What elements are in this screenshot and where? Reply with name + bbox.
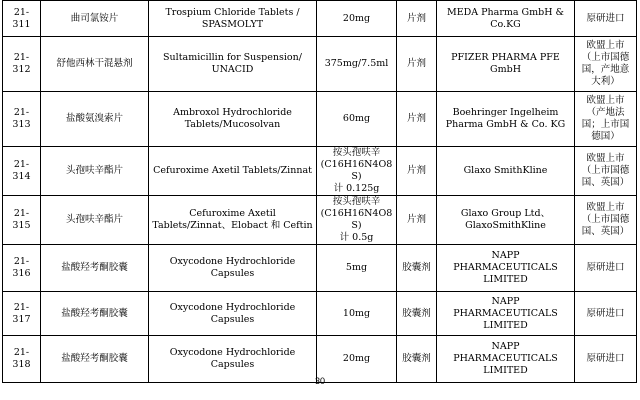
chinese-drug-name: 曲司氯铵片 (41, 1, 149, 37)
specification: 10mg (317, 292, 397, 336)
table-row (3, 37, 637, 92)
english-drug-name: Oxycodone Hydrochloride Capsules (149, 245, 317, 292)
remark: 原研进口 (575, 245, 637, 292)
manufacturer: PFIZER PHARMA PFE GmbH (437, 37, 575, 92)
english-drug-name: Oxycodone Hydrochloride Capsules (149, 336, 317, 383)
manufacturer: MEDA Pharma GmbH & Co.KG (437, 1, 575, 37)
manufacturer: Glaxo Group Ltd、 GlaxoSmithKline (437, 196, 575, 245)
page-number: 30 (314, 376, 325, 386)
specification: 按头孢呋辛 (C16H16N4O8S) 计 0.125g (317, 147, 397, 196)
serial-number: 21-317 (3, 292, 41, 336)
table-row (3, 292, 637, 336)
serial-number: 21-312 (3, 37, 41, 92)
dosage-form: 胶囊剂 (397, 245, 437, 292)
manufacturer: NAPP PHARMACEUTICALS LIMITED (437, 336, 575, 383)
serial-number: 21-313 (3, 92, 41, 147)
table-row (3, 196, 637, 245)
english-drug-name: Trospium Chloride Tablets / SPASMOLYT (149, 1, 317, 37)
table-row (3, 92, 637, 147)
dosage-form: 片剂 (397, 147, 437, 196)
dosage-form: 片剂 (397, 37, 437, 92)
english-drug-name: Cefuroxime Axetil Tablets/Zinnat、Elobact 和 Ceftin (149, 196, 317, 245)
manufacturer: NAPP PHARMACEUTICALS LIMITED (437, 292, 575, 336)
specification: 20mg (317, 336, 397, 383)
serial-number: 21-318 (3, 336, 41, 383)
manufacturer: Boehringer Ingelheim Pharma GmbH & Co. KG (437, 92, 575, 147)
dosage-form: 片剂 (397, 196, 437, 245)
chinese-drug-name: 盐酸氨溴索片 (41, 92, 149, 147)
serial-number: 21-315 (3, 196, 41, 245)
remark: 原研进口 (575, 1, 637, 37)
table-row (3, 1, 637, 37)
remark: 原研进口 (575, 336, 637, 383)
dosage-form: 片剂 (397, 1, 437, 37)
english-drug-name: Oxycodone Hydrochloride Capsules (149, 292, 317, 336)
serial-number: 21-316 (3, 245, 41, 292)
dosage-form: 片剂 (397, 92, 437, 147)
dosage-form: 胶囊剂 (397, 336, 437, 383)
remark: 原研进口 (575, 292, 637, 336)
specification: 20mg (317, 1, 397, 37)
table-row (3, 245, 637, 292)
drug-catalog-table (2, 0, 637, 383)
table-row (3, 147, 637, 196)
remark: 欧盟上市 （产地法 国；上市国 德国） (575, 92, 637, 147)
english-drug-name: Cefuroxime Axetil Tablets/Zinnat (149, 147, 317, 196)
specification: 375mg/7.5ml (317, 37, 397, 92)
manufacturer: NAPP PHARMACEUTICALS LIMITED (437, 245, 575, 292)
english-drug-name: Ambroxol Hydrochloride Tablets/Mucosolvan (149, 92, 317, 147)
english-drug-name: Sultamicillin for Suspension/ UNACID (149, 37, 317, 92)
serial-number: 21-314 (3, 147, 41, 196)
manufacturer: Glaxo SmithKline (437, 147, 575, 196)
specification: 按头孢呋辛 (C16H16N4O8S) 计 0.5g (317, 196, 397, 245)
chinese-drug-name: 头孢呋辛酯片 (41, 196, 149, 245)
chinese-drug-name: 盐酸羟考酮胶囊 (41, 336, 149, 383)
specification: 5mg (317, 245, 397, 292)
dosage-form: 胶囊剂 (397, 292, 437, 336)
chinese-drug-name: 舒他西林干混悬剂 (41, 37, 149, 92)
chinese-drug-name: 头孢呋辛酯片 (41, 147, 149, 196)
chinese-drug-name: 盐酸羟考酮胶囊 (41, 245, 149, 292)
serial-number: 21-311 (3, 1, 41, 37)
remark: 欧盟上市 （上市国德 国、英国） (575, 196, 637, 245)
remark: 欧盟上市 （上市国德 国、英国） (575, 147, 637, 196)
specification: 60mg (317, 92, 397, 147)
chinese-drug-name: 盐酸羟考酮胶囊 (41, 292, 149, 336)
remark: 欧盟上市 （上市国德 国，产地意 大利） (575, 37, 637, 92)
